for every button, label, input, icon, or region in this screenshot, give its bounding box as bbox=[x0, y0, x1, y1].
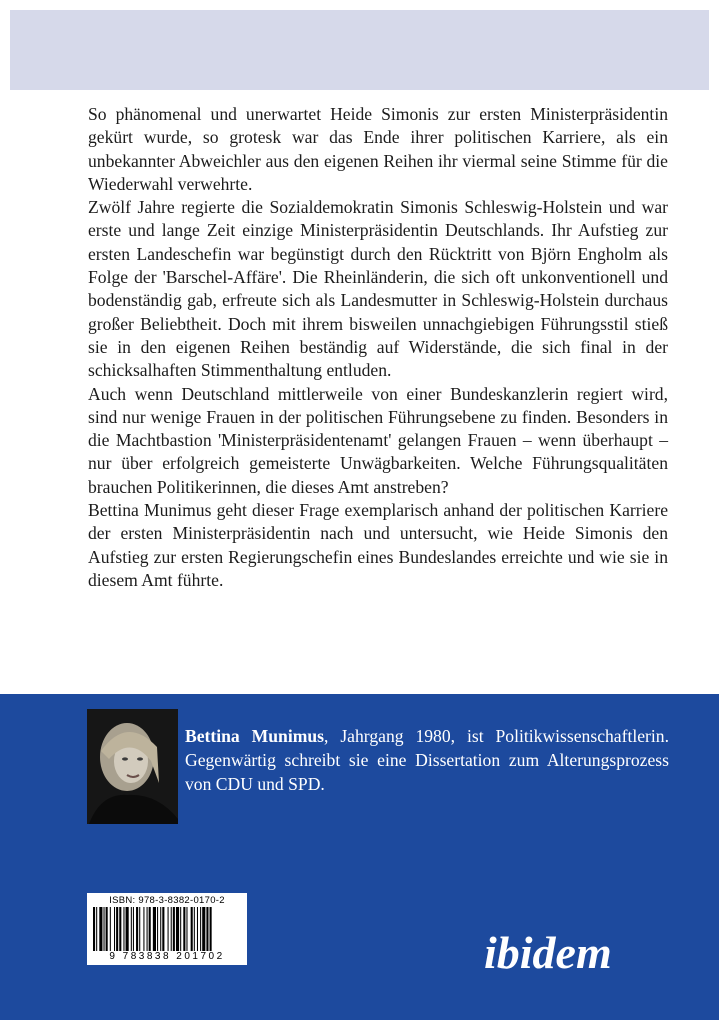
barcode-bar bbox=[123, 907, 124, 951]
barcode-bar bbox=[131, 907, 132, 951]
isbn-label: ISBN: 978-3-8382-0170-2 bbox=[109, 895, 225, 906]
barcode-bar bbox=[171, 907, 172, 951]
barcode-bar bbox=[173, 907, 175, 951]
barcode-bar bbox=[160, 907, 161, 951]
barcode-bar bbox=[149, 907, 151, 951]
barcode-bar bbox=[183, 907, 185, 951]
barcode-bar bbox=[143, 907, 144, 951]
barcode-bars bbox=[93, 907, 241, 951]
author-bio bbox=[185, 724, 669, 796]
barcode-bar bbox=[133, 907, 134, 951]
blurb-paragraph: Bettina Munimus geht dieser Frage exemplarisch anhand der politischen Karriere der ersten Ministerpräsidentin nach und untersucht, wie Heide Simonis den Aufstieg zur ersten Regierungschefin eines Bundeslandes erreichte und wie sie in diesem Amt führte. bbox=[88, 500, 668, 590]
barcode-bar bbox=[191, 907, 193, 951]
barcode-number: 9 783838 201702 bbox=[109, 951, 225, 962]
barcode-bar bbox=[106, 907, 108, 951]
author-photo bbox=[87, 709, 178, 824]
author-bio-text: , Jahrgang 1980, ist Politikwissenschaftlerin. Gegenwärtig schreibt sie eine Dissertation zum Alterungsprozess von CDU und SPD. bbox=[185, 726, 669, 794]
blurb-paragraph: So phänomenal und unerwartet Heide Simonis zur ersten Ministerpräsidentin gekürt wurde, so grotesk war das Ende ihrer politischen Karriere, als ein unbekannter Abweichler aus den eigenen Reihen ihr viermal seine Stimme für die Wiederwahl verwehrte. bbox=[88, 104, 668, 194]
barcode-bar bbox=[139, 907, 140, 951]
barcode-bar bbox=[186, 907, 187, 951]
barcode-bar bbox=[200, 907, 201, 951]
barcode-bar bbox=[136, 907, 138, 951]
barcode-bar bbox=[197, 907, 198, 951]
barcode-bar bbox=[116, 907, 118, 951]
barcode-bar bbox=[96, 907, 97, 951]
author-name: Bettina Munimus bbox=[185, 726, 325, 746]
barcode-bar bbox=[114, 907, 115, 951]
isbn-barcode bbox=[87, 893, 247, 965]
barcode-bar bbox=[126, 907, 129, 951]
barcode-bar bbox=[147, 907, 148, 951]
barcode-bar bbox=[110, 907, 111, 951]
barcode-bar bbox=[162, 907, 164, 951]
barcode-bar bbox=[104, 907, 105, 951]
barcode-bar bbox=[202, 907, 205, 951]
barcode-bar bbox=[157, 907, 158, 951]
back-cover-blurb bbox=[88, 103, 668, 592]
barcode-bar bbox=[93, 907, 95, 951]
barcode-bar bbox=[168, 907, 169, 951]
barcode-bar bbox=[180, 907, 181, 951]
barcode-bar bbox=[99, 907, 102, 951]
barcode-bar bbox=[153, 907, 156, 951]
barcode-bar bbox=[119, 907, 121, 951]
barcode-bar bbox=[206, 907, 208, 951]
barcode-bar bbox=[210, 907, 212, 951]
top-color-band bbox=[10, 10, 709, 90]
publisher-logo: ibidem bbox=[484, 927, 612, 978]
barcode-bar bbox=[194, 907, 195, 951]
barcode-bar bbox=[176, 907, 179, 951]
blurb-paragraph: Auch wenn Deutschland mittlerweile von einer Bundeskanzlerin regiert wird, sind nur wenige Frauen in der politischen Führungsebene zu finden. Besonders in die Machtbastion 'Ministerpräsidentenamt' gelangen Frauen – wenn überhaupt – nur über erfolgreich gemeisterte Unwägbarkeiten. Welche Führungsqualitäten brauchen Politikerinnen, die dieses Amt anstreben? bbox=[88, 383, 668, 497]
blurb-paragraph: Zwölf Jahre regierte die Sozialdemokratin Simonis Schleswig-Holstein und war erste und lange Zeit einzige Ministerpräsidentin Deutschlands. Ihr Aufstieg zur ersten Landeschefin war begünstigt durch den Rücktritt von Björn Engholm als Folge der 'Barschel-Affäre'. Die Rheinländerin, die sich oft unkonventionell und bodenständig gab, erfreute sich als Landesmutter in Schleswig-Holstein durchaus großer Beliebtheit. Doch mit ihrem bisweilen unnachgiebigen Führungsstil stieß sie in den eigenen Reihen beständig auf Widerstände, die sich final in der schicksalhaften Stimmenthaltung entluden. bbox=[88, 197, 668, 381]
